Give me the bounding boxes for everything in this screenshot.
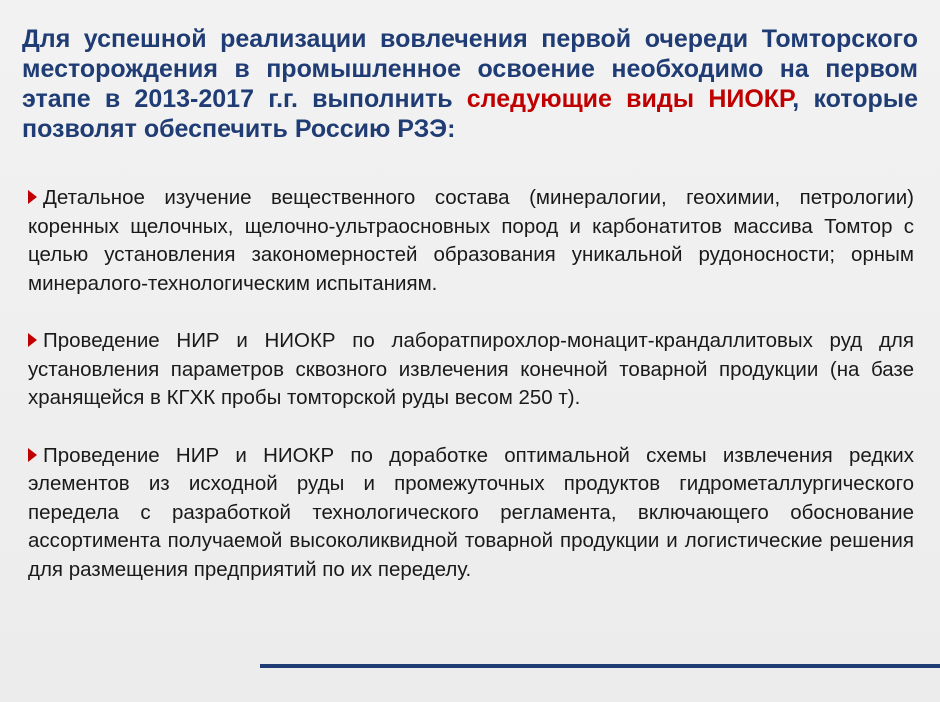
heading-text-before: Для успешной реализации вовлечения первой очереди Томторского месторождения в промышленное освоение необходимо на первом этапе в 2013-2017 г.г. выполнить [22,25,918,113]
arrow-right-icon [28,333,37,347]
bullet-item [28,327,914,413]
heading-accent: следующие виды НИОКР [466,85,793,113]
bullet-item [28,442,914,585]
bullet-item [28,184,914,298]
arrow-right-icon [28,190,37,204]
footer-rule [260,664,940,668]
arrow-right-icon [28,448,37,462]
bullet-text: Детальное изучение вещественного состава (минералогии, геохимии, петрологии) коренных щелочных, щелочно-ультраосновных пород и карбонатитов массива Томтор с целью установления закономерностей образования уникальной рудоносности; орным минералого-технологическим испытаниям. [28,186,914,295]
bullet-text: Проведение НИР и НИОКР по доработке оптимальной схемы извлечения редких элементов из исходной руды и промежуточных продуктов гидрометаллургического передела с разработкой технологического регламента, включающего обоснование ассортимента получаемой высоколиквидной товарной продукции и логистические решения для размещения предприятий по их переделу. [28,443,914,581]
slide-heading [22,24,918,144]
bullet-text: Проведение НИР и НИОКР по лаборатпирохлор-монацит-крандаллитовых руд для установления параметров сквозного извлечения конечной товарной продукции (на базе хранящейся в КГХК пробы томторской руды весом 250 т). [28,329,914,409]
bullet-list [28,184,914,613]
heading-text-after: , которые позволят обеспечить Россию РЗЭ: [22,85,918,143]
